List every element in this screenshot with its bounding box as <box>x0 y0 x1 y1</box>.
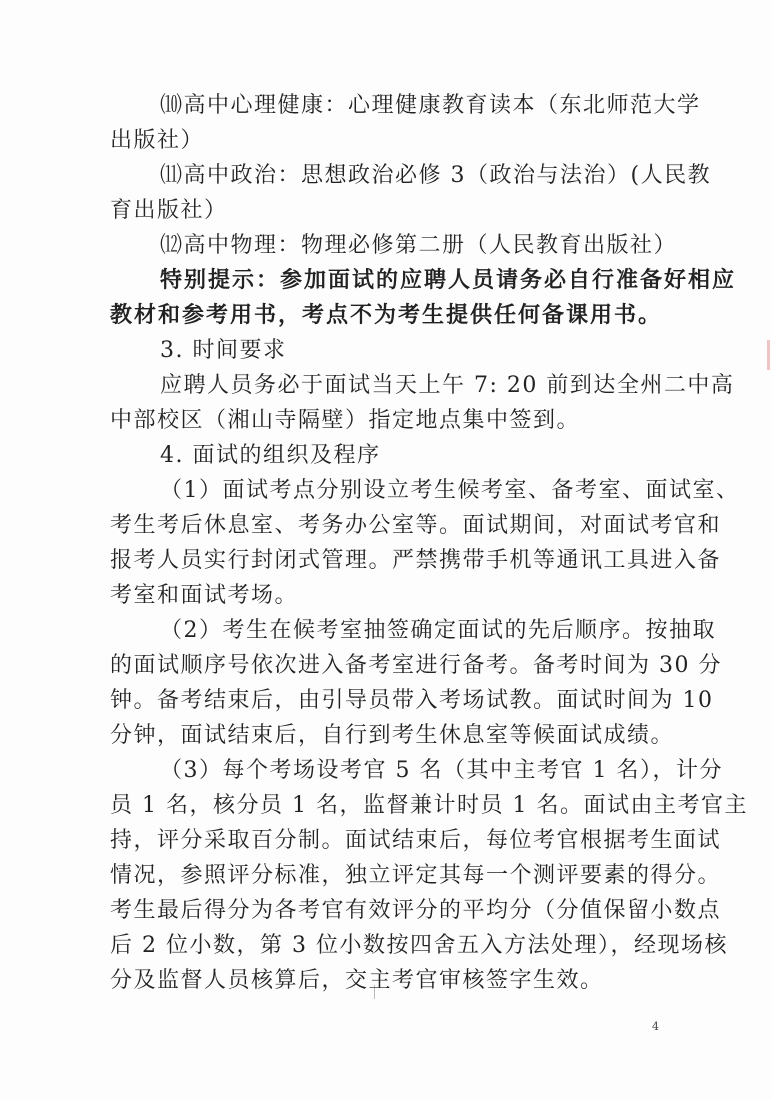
paragraph-line: 分及监督人员核算后，交主考官审核签字生效。 <box>110 968 604 993</box>
paragraph-line: 持，评分采取百分制。面试结束后，每位考官根据考生面试 <box>110 828 722 853</box>
text-line: 育出版社） <box>110 198 228 223</box>
page-number: 4 <box>652 1020 661 1033</box>
paragraph-line: 情况，参照评分标准，独立评定其每一个测评要素的得分。 <box>110 863 722 888</box>
text-line: 出版社） <box>110 128 205 153</box>
paragraph-line: 考生最后得分为各考官有效评分的平均分（分值保留小数点 <box>110 898 722 923</box>
paragraph-line: 中部校区（湘山寺隔壁）指定地点集中签到。 <box>110 408 581 433</box>
paragraph-line: （2）考生在候考室抽签确定面试的先后顺序。按抽取 <box>160 618 716 643</box>
paragraph-line: 后 2 位小数，第 3 位小数按四舍五入方法处理），经现场核 <box>110 933 728 958</box>
paragraph-line: （1）面试考点分别设立考生候考室、备考室、面试室、 <box>160 478 740 503</box>
special-notice: 特别提示：参加面试的应聘人员请务必自行准备好相应 <box>160 268 737 293</box>
paragraph-line: 报考人员实行封闭式管理。严禁携带手机等通讯工具进入备 <box>110 548 722 573</box>
section-heading-procedure: 4. 面试的组织及程序 <box>160 443 381 468</box>
paragraph-line: 考室和面试考场。 <box>110 583 299 608</box>
paragraph-line: 应聘人员务必于面试当天上午 7: 20 前到达全州二中高 <box>160 373 735 398</box>
paragraph-line: 考生考后休息室、考务办公室等。面试期间，对面试考官和 <box>110 513 722 538</box>
scan-artifact <box>767 340 770 370</box>
paragraph-line: 的面试顺序号依次进入备考室进行备考。备考时间为 30 分 <box>110 653 722 678</box>
special-notice-continued: 教材和参考用书，考点不为考生提供任何备课用书。 <box>110 303 663 328</box>
list-item-physics: ⑿高中物理：物理必修第二册（人民教育出版社） <box>160 233 678 258</box>
section-heading-time: 3. 时间要求 <box>160 338 287 363</box>
paragraph-line: 员 1 名，核分员 1 名，监督兼计时员 1 名。面试由主考官主 <box>110 793 748 818</box>
paragraph-line: （3）每个考场设考官 5 名（其中主考官 1 名），计分 <box>160 758 723 783</box>
list-item-psychology: ⑽高中心理健康：心理健康教育读本（东北师范大学 <box>160 93 701 118</box>
paragraph-line: 钟。备考结束后，由引导员带入考场试教。面试时间为 10 <box>110 688 714 713</box>
list-item-politics: ⑾高中政治：思想政治必修 3（政治与法治）(人民教 <box>160 163 712 188</box>
document-body <box>110 88 748 998</box>
paragraph-line: 分钟，面试结束后，自行到考生休息室等候面试成绩。 <box>110 723 675 748</box>
